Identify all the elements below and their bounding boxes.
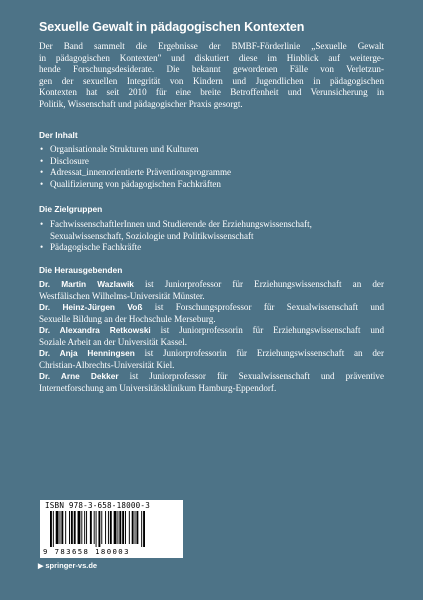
barcode-stripe	[94, 511, 95, 544]
inhalt-list	[39, 144, 384, 190]
list-item-text: Organisationale Strukturen und Kulturen	[50, 144, 199, 154]
list-item	[39, 242, 384, 254]
editor-name: Dr. Arne Dekker	[39, 371, 119, 382]
bullet-icon: •	[40, 144, 44, 154]
editor-line	[39, 302, 384, 314]
barcode-stripe	[96, 511, 97, 547]
list-item	[39, 144, 384, 156]
barcode-stripe	[108, 511, 109, 544]
barcode-stripe	[135, 511, 136, 544]
list-item	[39, 219, 384, 231]
editor-bio: ist Juniorprofessorin für Erziehungswissenschaft an der	[134, 348, 384, 359]
barcode-stripe	[86, 511, 87, 544]
editor-line: Internetforschung am Universitätsklinikum Hamburg-Eppendorf.	[39, 382, 277, 393]
editor-bio: ist Juniorprofessor für Erziehungswissenschaft an der	[133, 279, 385, 289]
intro-line: gen der sexuellen Integrität von Kindern und Jugendlichen in pädagogischen	[39, 75, 384, 86]
barcode-stripe	[132, 511, 134, 544]
bullet-icon: •	[40, 219, 44, 229]
editor-name: Dr. Anja Henningsen	[39, 348, 135, 359]
editor-line: Sexuelle Bildung an der Hochschule Merseburg.	[39, 313, 216, 324]
list-item	[39, 156, 384, 168]
barcode-stripe	[119, 511, 121, 544]
intro-paragraph	[39, 41, 384, 111]
bullet-icon: •	[40, 178, 44, 189]
zielgruppen-list	[39, 219, 384, 254]
list-item-text: Disclosure	[50, 155, 89, 166]
barcode-stripe	[50, 511, 52, 547]
isbn-text: ISBN 978-3-658-18000-3	[45, 501, 150, 510]
barcode-stripe	[81, 511, 82, 544]
barcode-bars	[50, 511, 174, 547]
zielgruppen-heading: Die Zielgruppen	[39, 204, 103, 214]
intro-line: Kontexten hat seit 2010 für eine breite Betroffenheit und Verunsicherung in	[39, 87, 384, 98]
editor-line	[39, 325, 384, 337]
list-item-text: FachwissenschaftlerInnen und Studierende der Erziehungswissenschaft,	[50, 219, 312, 229]
intro-line: Der Band sammelt die Ergebnisse der BMBF-Förderlinie „Sexuelle Gewalt	[39, 41, 384, 51]
inhalt-heading: Der Inhalt	[39, 130, 78, 140]
barcode-stripe	[60, 511, 61, 544]
editor-name: Dr. Martin Wazlawik	[39, 279, 134, 289]
barcode-stripe	[101, 511, 102, 544]
website-link[interactable]	[38, 561, 97, 570]
barcode-stripe	[98, 511, 100, 547]
barcode-stripe	[125, 511, 126, 544]
editor-bio: ist Juniorprofessorin für Erziehungswissenschaft und	[150, 325, 385, 336]
editor-bio: ist Forschungsprofessor für Sexualwissenschaft und	[142, 302, 384, 313]
barcode-stripe	[71, 511, 73, 544]
editor-line	[39, 279, 384, 291]
editors-block	[39, 279, 384, 394]
intro-line: hende Forschungsdesiderate. Die bekannt gewordenen Fälle von Verletzun-	[39, 64, 384, 75]
list-item-continuation	[39, 231, 384, 243]
intro-line: Politik, Wissenschaft und pädagogischer Praxis gesorgt.	[39, 98, 243, 109]
editor-bio: ist Juniorprofessor für Sexualwissenschaft und präventive	[118, 371, 385, 382]
website-text: springer-vs.de	[45, 561, 98, 570]
list-item-text: Qualifizierung von pädagogischen Fachkräften	[50, 178, 221, 189]
list-item-text: Adressat_innenorientierte Präventionsprogramme	[50, 167, 232, 177]
bullet-icon: •	[40, 242, 44, 252]
editor-line	[39, 371, 384, 383]
editor-name: Dr. Heinz-Jürgen Voß	[39, 302, 143, 313]
barcode-stripe	[114, 511, 117, 544]
editor-line: Soziale Arbeit an der Universität Kassel.	[39, 336, 187, 347]
herausgebenden-heading: Die Herausgebenden	[39, 265, 123, 275]
barcode-digits: 9 783658 180003	[43, 547, 130, 556]
barcode	[40, 500, 183, 558]
barcode-stripe	[65, 511, 66, 544]
list-item-text: Sexualwissenschaft, Soziologie und Politikwissenschaft	[50, 230, 254, 241]
barcode-stripe	[110, 511, 112, 544]
barcode-stripe	[105, 511, 106, 544]
barcode-stripe	[53, 511, 54, 547]
barcode-stripe	[69, 511, 70, 544]
barcode-stripe	[129, 511, 130, 544]
book-title: Sexuelle Gewalt in pädagogischen Kontexten	[39, 20, 305, 34]
barcode-stripe	[61, 511, 63, 544]
barcode-stripe	[74, 511, 76, 544]
editor-line: Christian-Albrechts-Universität Kiel.	[39, 359, 175, 370]
barcode-stripe	[136, 511, 138, 544]
editor-line: Westfälischen Wilhelms-Universität Münster.	[39, 290, 205, 301]
bullet-icon: •	[40, 155, 44, 166]
intro-line: in pädagogischen Kontexten" und diskutiert diese im Hinblick auf weiterge-	[39, 52, 384, 63]
list-item-text: Pädagogische Fachkräfte	[50, 242, 142, 252]
list-item	[39, 179, 384, 191]
barcode-stripe	[78, 511, 81, 544]
barcode-stripe	[141, 511, 142, 547]
arrow-icon: ▶	[38, 563, 44, 570]
barcode-stripe	[143, 511, 145, 547]
barcode-stripe	[122, 511, 124, 544]
barcode-stripe	[84, 511, 85, 544]
bullet-icon: •	[40, 167, 44, 177]
list-item	[39, 167, 384, 179]
barcode-stripe	[117, 511, 118, 544]
editor-name: Dr. Alexandra Retkowski	[39, 325, 151, 336]
barcode-stripe	[56, 511, 59, 544]
barcode-stripe	[90, 511, 92, 544]
editor-line	[39, 348, 384, 360]
